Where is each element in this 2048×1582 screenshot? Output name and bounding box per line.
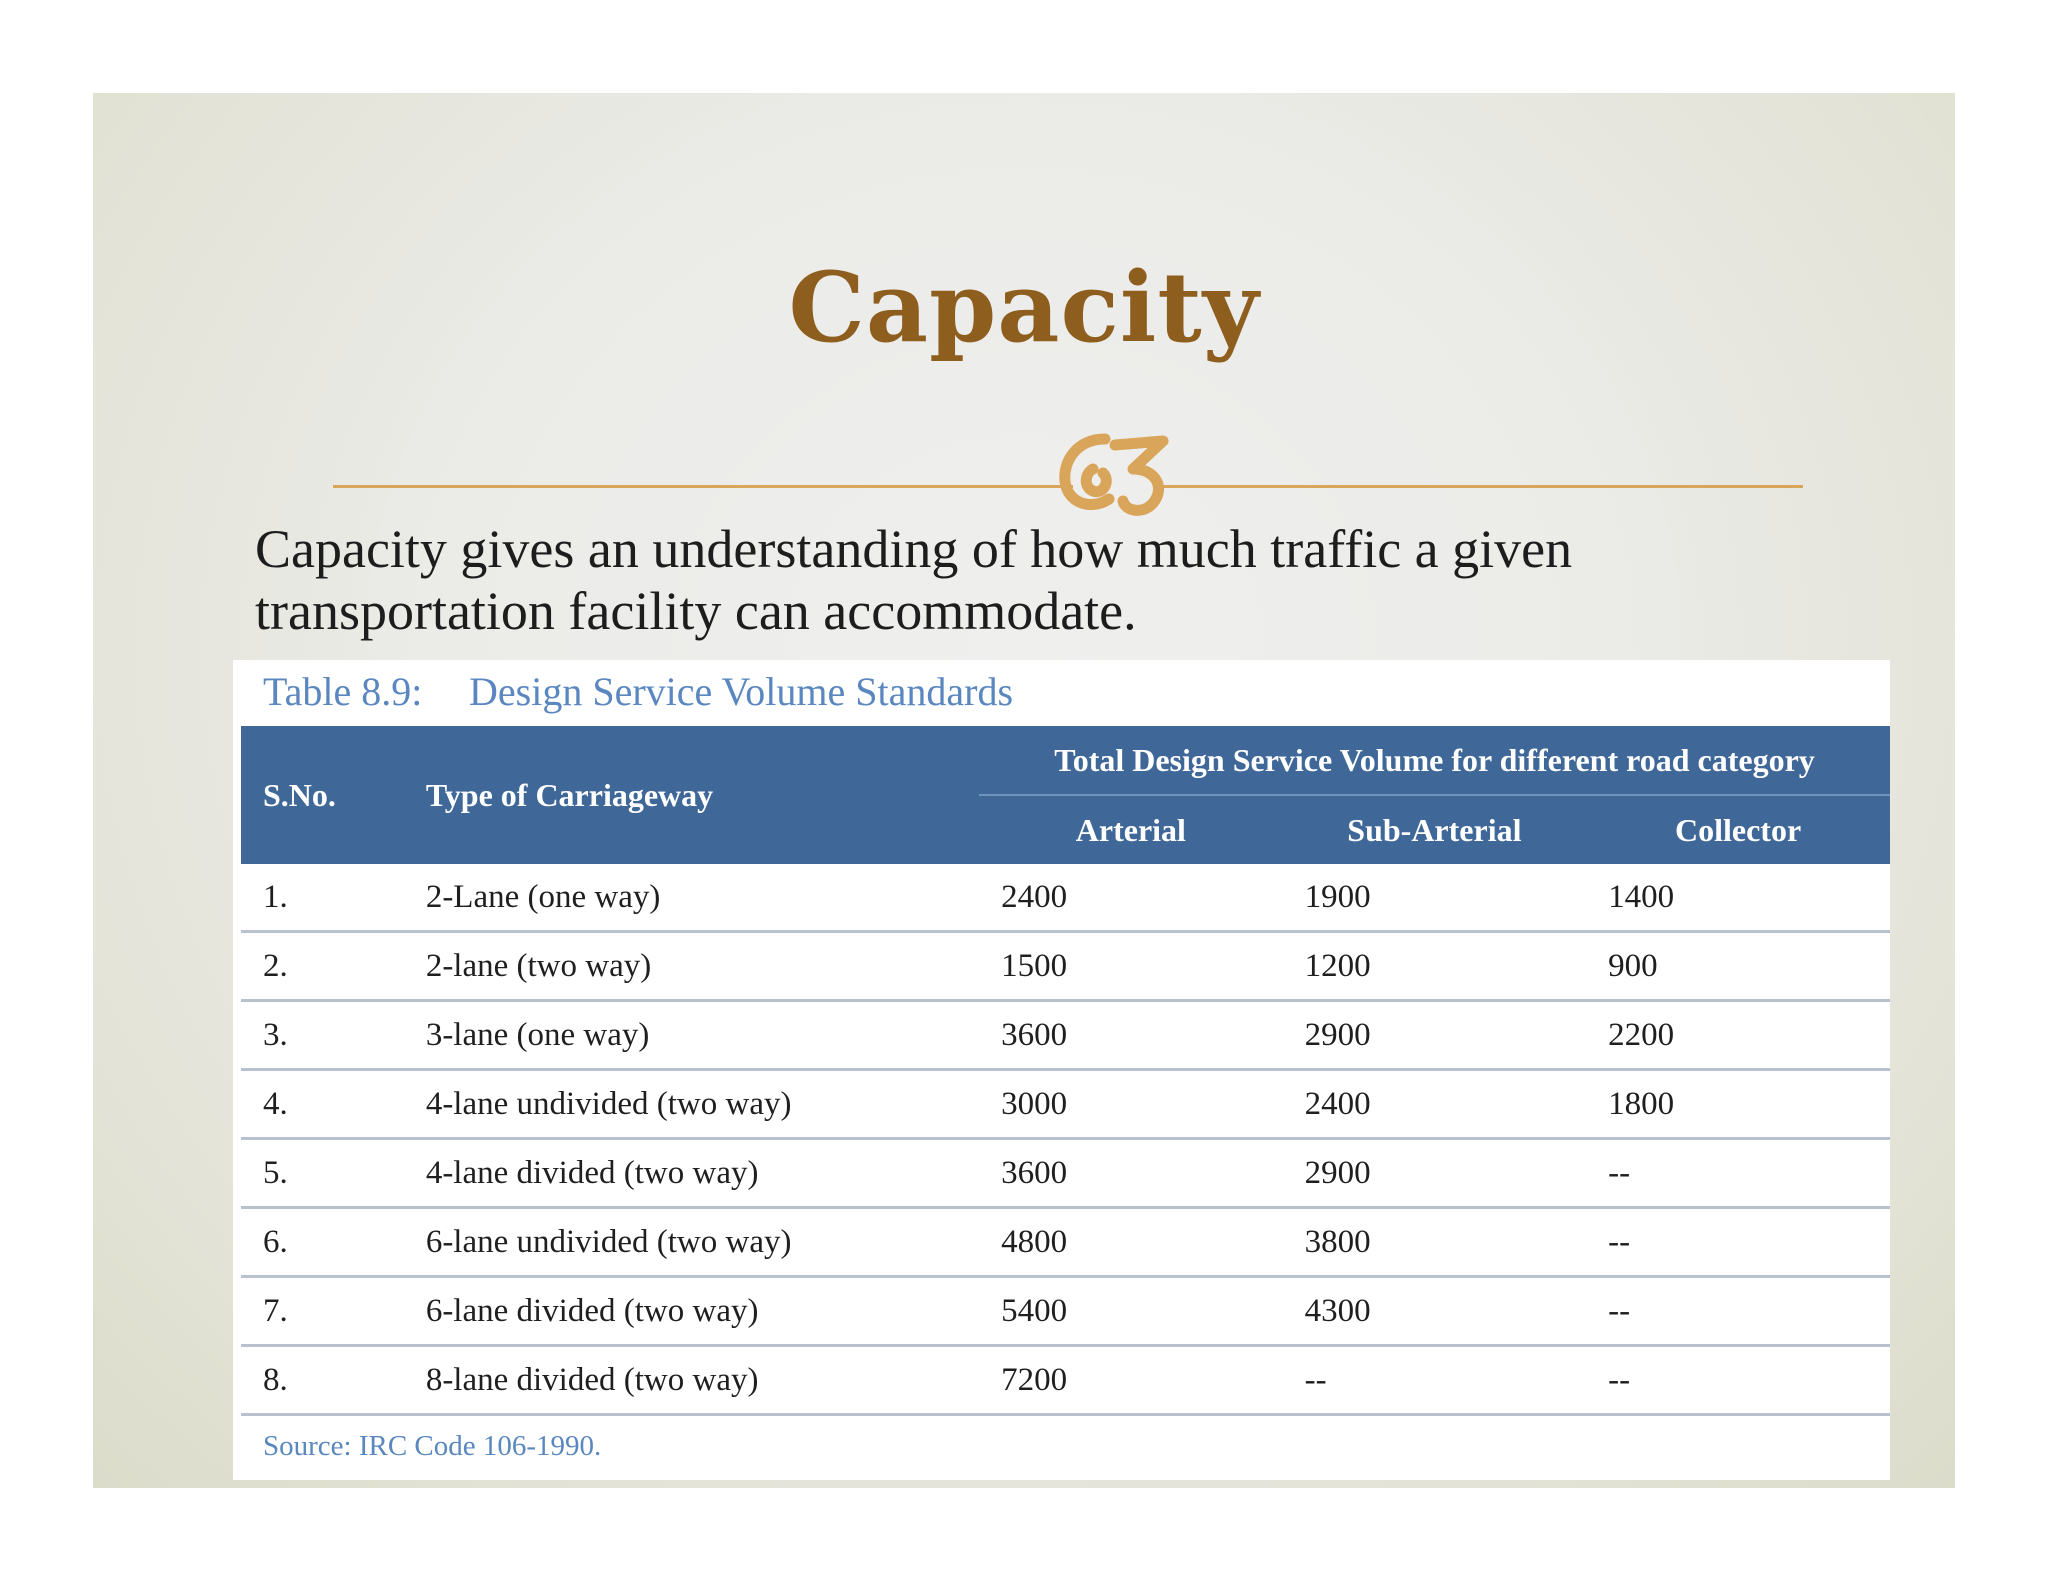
table-row: [241, 864, 1890, 932]
cell-arterial: 2400: [979, 864, 1283, 932]
cell-collector: --: [1586, 1277, 1890, 1346]
cell-sub-arterial: 4300: [1283, 1277, 1587, 1346]
cell-arterial: 7200: [979, 1346, 1283, 1415]
cell-collector: --: [1586, 1346, 1890, 1415]
table-row: [241, 1277, 1890, 1346]
cell-arterial: 3600: [979, 1139, 1283, 1208]
cell-type: 3-lane (one way): [402, 1001, 979, 1070]
table-source-note: Source: IRC Code 106-1990.: [263, 1430, 602, 1462]
header-collector: Collector: [1586, 795, 1890, 864]
cell-collector: 1400: [1586, 864, 1890, 932]
cell-sub-arterial: --: [1283, 1346, 1587, 1415]
cell-sub-arterial: 2900: [1283, 1001, 1587, 1070]
cell-sub-arterial: 3800: [1283, 1208, 1587, 1277]
cell-collector: --: [1586, 1208, 1890, 1277]
cell-type: 2-lane (two way): [402, 932, 979, 1001]
cell-arterial: 3000: [979, 1070, 1283, 1139]
slide: [93, 93, 1955, 1488]
cell-arterial: 1500: [979, 932, 1283, 1001]
cell-sno: 7.: [241, 1277, 402, 1346]
cell-type: 8-lane divided (two way): [402, 1346, 979, 1415]
cell-arterial: 3600: [979, 1001, 1283, 1070]
table-row: [241, 1070, 1890, 1139]
cell-type: 4-lane divided (two way): [402, 1139, 979, 1208]
table-caption-title: Design Service Volume Standards: [469, 669, 1014, 714]
cell-collector: 900: [1586, 932, 1890, 1001]
table-row: [241, 932, 1890, 1001]
cell-type: 6-lane undivided (two way): [402, 1208, 979, 1277]
table-row: [241, 1346, 1890, 1415]
cell-type: 6-lane divided (two way): [402, 1277, 979, 1346]
cell-collector: 2200: [1586, 1001, 1890, 1070]
cell-sno: 6.: [241, 1208, 402, 1277]
cell-sub-arterial: 1200: [1283, 932, 1587, 1001]
cell-sno: 1.: [241, 864, 402, 932]
table-row: [241, 1139, 1890, 1208]
slide-body-text: Capacity gives an understanding of how much traffic a given transportation facility can accommodate.: [255, 519, 1573, 641]
cell-sno: 4.: [241, 1070, 402, 1139]
header-sub-arterial: Sub-Arterial: [1283, 795, 1587, 864]
cell-type: 2-Lane (one way): [402, 864, 979, 932]
cell-type: 4-lane undivided (two way): [402, 1070, 979, 1139]
cell-sno: 2.: [241, 932, 402, 1001]
divider-left: [333, 485, 1073, 488]
design-service-volume-table: [241, 726, 1890, 1416]
cell-collector: 1800: [1586, 1070, 1890, 1139]
cell-sno: 5.: [241, 1139, 402, 1208]
cell-sub-arterial: 2400: [1283, 1070, 1587, 1139]
table-row: [241, 1208, 1890, 1277]
header-group: Total Design Service Volume for different road category: [979, 726, 1890, 795]
cell-sno: 3.: [241, 1001, 402, 1070]
table-caption-number: Table 8.9:: [263, 669, 423, 714]
table-caption: [263, 668, 1013, 715]
header-arterial: Arterial: [979, 795, 1283, 864]
cell-sub-arterial: 2900: [1283, 1139, 1587, 1208]
header-type: Type of Carriageway: [402, 726, 979, 864]
slide-title: Capacity: [788, 251, 1260, 364]
divider-right: [1153, 485, 1803, 488]
cell-arterial: 4800: [979, 1208, 1283, 1277]
header-sno: S.No.: [241, 726, 402, 864]
table-card: [233, 660, 1890, 1480]
cell-sub-arterial: 1900: [1283, 864, 1587, 932]
table-row: [241, 1001, 1890, 1070]
cell-sno: 8.: [241, 1346, 402, 1415]
cell-arterial: 5400: [979, 1277, 1283, 1346]
cell-collector: --: [1586, 1139, 1890, 1208]
